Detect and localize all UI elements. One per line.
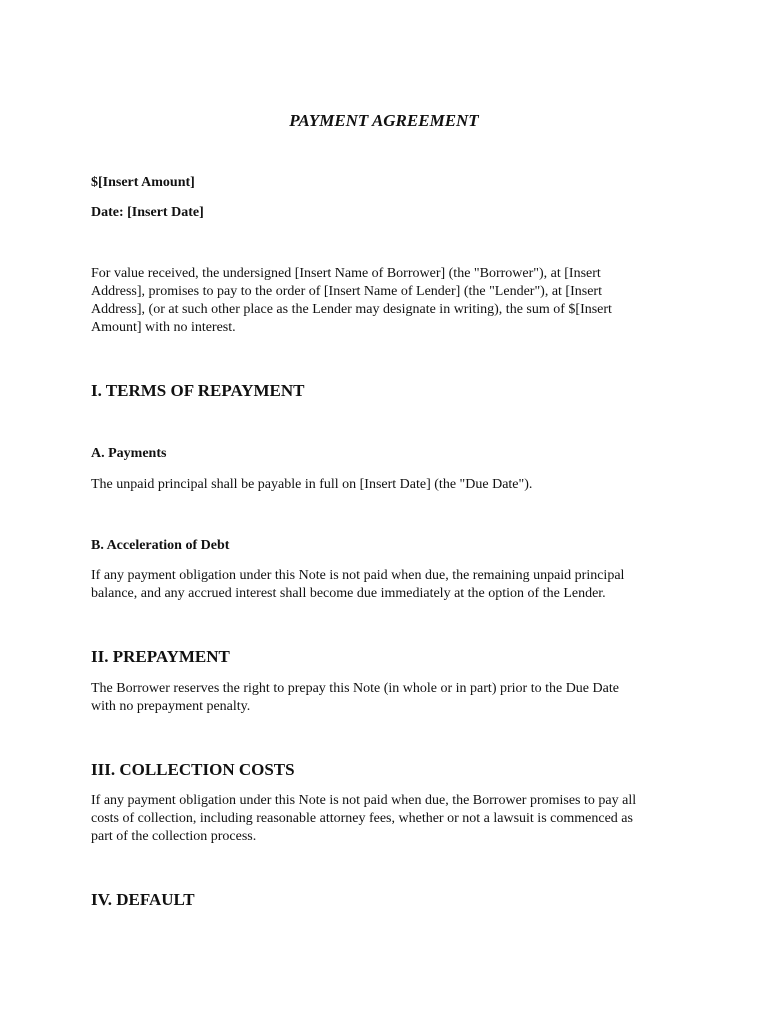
- prepayment-line: with no prepayment penalty.: [91, 699, 251, 714]
- intro-line: For value received, the undersigned [Insert Name of Borrower] (the "Borrower"), at [Insert: [91, 266, 601, 281]
- subsection-heading-payments: A. Payments: [91, 446, 167, 461]
- payments-line: The unpaid principal shall be payable in full on [Insert Date] (the "Due Date").: [91, 477, 533, 492]
- prepayment-line: The Borrower reserves the right to prepay this Note (in whole or in part) prior to the Due Date: [91, 681, 619, 696]
- section-heading-collection: III. COLLECTION COSTS: [91, 760, 295, 779]
- collection-line: costs of collection, including reasonable attorney fees, whether or not a lawsuit is commenced as: [91, 811, 633, 826]
- date-line: Date: [Insert Date]: [91, 205, 204, 220]
- acceleration-line: balance, and any accrued interest shall become due immediately at the option of the Lender.: [91, 586, 606, 601]
- amount-line: $[Insert Amount]: [91, 175, 195, 190]
- section-heading-terms: I. TERMS OF REPAYMENT: [91, 381, 305, 400]
- collection-line: part of the collection process.: [91, 829, 257, 844]
- intro-line: Address], promises to pay to the order of [Insert Name of Lender] (the "Lender"), at [Insert: [91, 284, 602, 299]
- section-heading-prepayment: II. PREPAYMENT: [91, 647, 230, 666]
- collection-line: If any payment obligation under this Note is not paid when due, the Borrower promises to pay all: [91, 793, 637, 808]
- subsection-heading-acceleration: B. Acceleration of Debt: [91, 538, 230, 553]
- acceleration-line: If any payment obligation under this Note is not paid when due, the remaining unpaid principal: [91, 568, 625, 583]
- intro-line: Address], (or at such other place as the Lender may designate in writing), the sum of $[Insert: [91, 302, 612, 317]
- intro-line: Amount] with no interest.: [91, 320, 236, 335]
- document-title: PAYMENT AGREEMENT: [289, 111, 479, 130]
- section-heading-default: IV. DEFAULT: [91, 890, 195, 909]
